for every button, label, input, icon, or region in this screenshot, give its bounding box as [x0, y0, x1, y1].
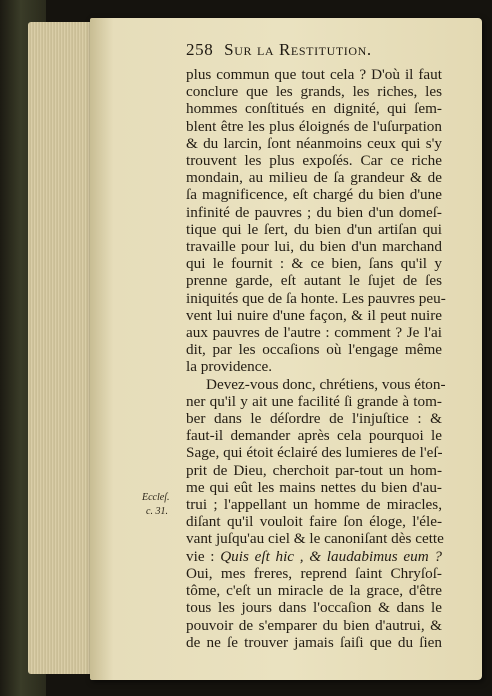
text-line: la providence. [186, 358, 273, 376]
text-line: Oui, mes freres, reprend ſaint Chryſoſ- [186, 564, 442, 582]
text-line: trouvent les plus expoſés. Car ce riche [186, 152, 442, 170]
text-line: de ne ſe trouver jamais ſaiſi que du ſien [186, 633, 442, 651]
text-line: aux pauvres de l'autre : comment ? Je l'ai [186, 324, 442, 342]
running-header [186, 40, 466, 60]
text-line: prit de Dieu, cherchoit par-tout un hom- [186, 461, 442, 479]
text-line: dit, par les occaſions où l'engage même [186, 341, 442, 359]
text-line: plus commun que tout cela ? D'où il faut [186, 66, 442, 83]
text-line: tous les jours dans l'occaſion & dans le [186, 599, 442, 617]
text-line: qui le fournit : & ce bien, ſans qu'il y [186, 255, 442, 273]
text-line: iniquités que de ſa honte. Les pauvres peu- [186, 289, 446, 307]
body-text [186, 66, 446, 651]
text-line: conclure que les grands, les riches, les [186, 83, 442, 101]
text-line: hommes conſtitués en dignité, qui ſem- [186, 100, 442, 118]
text-line: prenne garde, eſt autant le ſujet de ſes [186, 272, 442, 290]
text-line: faut-il demander après cela pourquoi le [186, 427, 442, 445]
text-line: mondain, au milieu de ſa grandeur & de [186, 169, 442, 187]
text-line: vent lui nuire d'une façon, & il peut nuire [186, 306, 442, 324]
paragraph-2 [186, 375, 446, 548]
margin-note-chapter: c. 31. [146, 506, 168, 517]
text-line: Sage, qui étoit éclairé des lumieres de l'eſ- [186, 444, 443, 462]
text-line: trui ; l'appellant un homme de miracles, [186, 496, 442, 514]
text-line: infinité de pauvres ; du bien d'un domeſ- [186, 203, 442, 221]
text-line: vant juſqu'au ciel & le canoniſant dès cette [186, 530, 444, 548]
running-title: Sur la Restitution. [224, 40, 372, 59]
text-line: & du larcin, ſont néanmoins ceux qui s'y [186, 134, 442, 152]
latin-quote-line: vie : Quis eſt hic , & laudabimus eum ? [186, 547, 442, 565]
text-line: me qui eût les mains nettes du bien d'au- [186, 478, 442, 496]
text-line: ſa magnificence, eſt chargé du bien d'une [186, 186, 442, 204]
latin-quote: Quis eſt hic , & laudabimus eum ? [220, 547, 442, 565]
text-line: tôme, c'eſt un miracle de la grace, d'être [186, 582, 442, 600]
text-line: ber dans le déſordre de l'injuſtice : & [186, 410, 442, 428]
paragraph-1 [186, 66, 446, 376]
margin-note-book: Eccleſ. [142, 492, 170, 503]
text-line: Devez-vous donc, chrétiens, vous éton- [206, 375, 446, 393]
page-number: 258 [186, 40, 214, 59]
text-line: tique qui le ſert, du bien d'un artiſan qui [186, 220, 442, 238]
text-line: diſant qu'il vouloit faire ſon éloge, l'éle- [186, 513, 442, 531]
text-line: travaille pour lui, du bien d'un marchand [186, 238, 442, 256]
text-line: ner qu'il y ait une facilité ſi grande à tom- [186, 392, 442, 410]
text-line: pouvoir de s'emparer du bien d'autrui, & [186, 616, 442, 634]
text-line: blent être les plus éloignés de l'uſurpation [186, 117, 442, 135]
paragraph-2-end [186, 565, 442, 651]
